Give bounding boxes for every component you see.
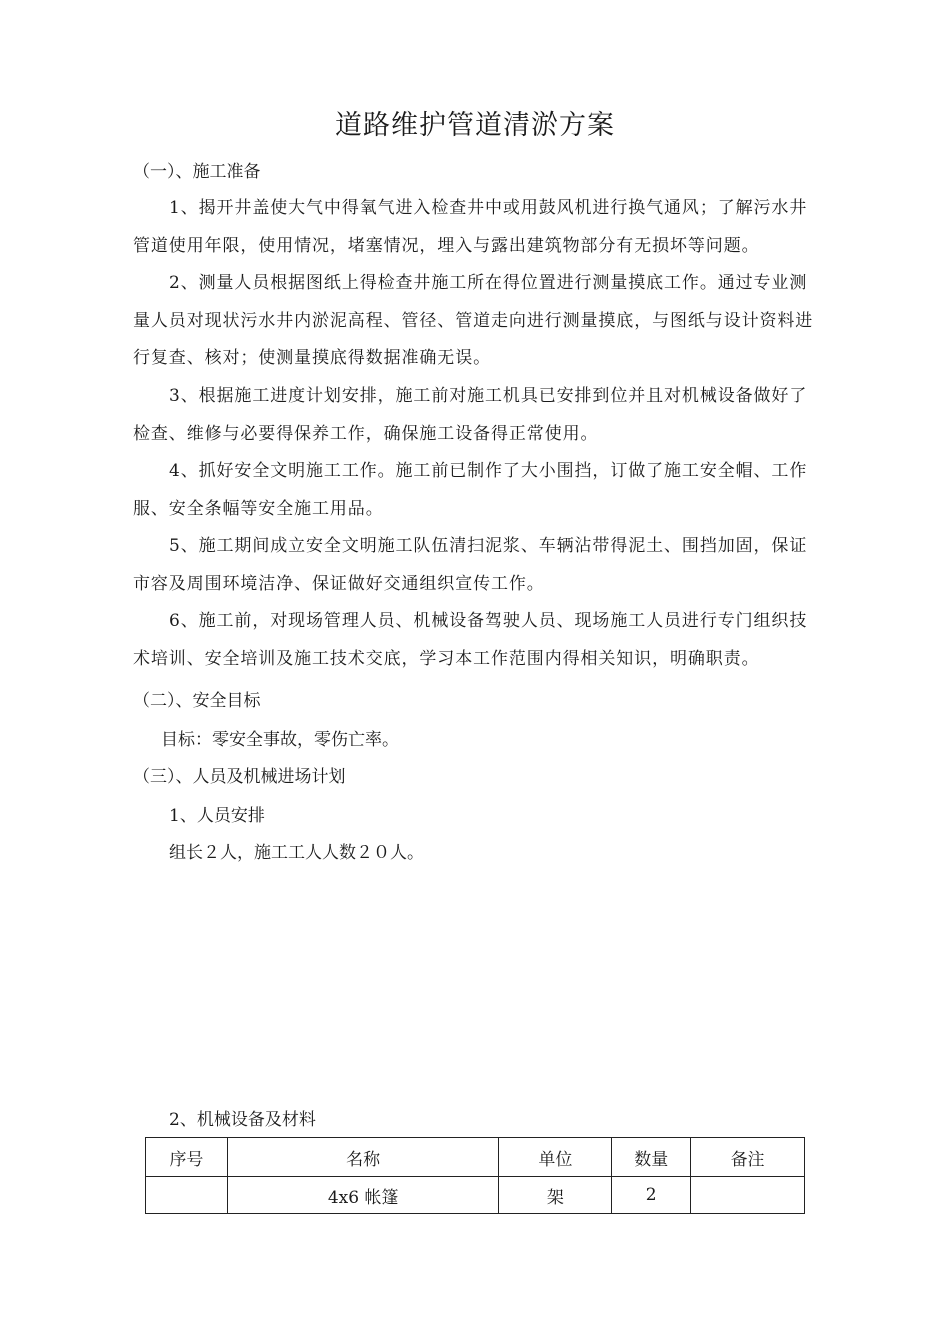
personnel-text: 组长２人，施工工人人数２０人。 xyxy=(169,843,424,863)
section3-heading: （三）、人员及机械进场计划 xyxy=(133,767,346,787)
header-unit: 单位 xyxy=(499,1138,612,1177)
table-header-row xyxy=(146,1138,805,1177)
header-index: 序号 xyxy=(146,1138,228,1177)
personnel-heading: 1、人员安排 xyxy=(169,806,265,826)
cell-remarks xyxy=(691,1177,805,1214)
header-remarks: 备注 xyxy=(691,1138,805,1177)
equipment-table xyxy=(145,1137,805,1214)
document-title: 道路维护管道清淤方案 xyxy=(335,110,615,141)
cell-quantity: 2 xyxy=(612,1177,691,1214)
table-row xyxy=(146,1177,805,1214)
paragraph-2: 2、测量人员根据图纸上得检查井施工所在得位置进行测量摸底工作。通过专业测量人员对现状污水井内淤泥高程、管径、管道走向进行测量摸底，与图纸与设计资料进行复查、核对；使测量摸底得数据准确无误。 xyxy=(133,273,814,368)
cell-index xyxy=(146,1177,228,1214)
header-quantity: 数量 xyxy=(612,1138,691,1177)
section1-heading: （一）、施工准备 xyxy=(133,162,261,182)
paragraph-5: 5、施工期间成立安全文明施工队伍清扫泥浆、车辆沾带得泥土、围挡加固，保证市容及周围环境洁净、保证做好交通组织宣传工作。 xyxy=(133,536,808,594)
equipment-heading: 2、机械设备及材料 xyxy=(169,1110,316,1130)
section2-heading: （二）、安全目标 xyxy=(133,691,261,711)
paragraph-6: 6、施工前，对现场管理人员、机械设备驾驶人员、现场施工人员进行专门组织技术培训、安全培训及施工技术交底，学习本工作范围内得相关知识，明确职责。 xyxy=(133,611,808,669)
header-name: 名称 xyxy=(227,1138,499,1177)
paragraph-4: 4、抓好安全文明施工工作。施工前已制作了大小围挡，订做了施工安全帽、工作服、安全条幅等安全施工用品。 xyxy=(133,461,808,519)
cell-name: 4x6 帐篷 xyxy=(227,1177,499,1214)
paragraph-1: 1、揭开井盖使大气中得氧气进入检查井中或用鼓风机进行换气通风；了解污水井管道使用年限，使用情况，堵塞情况，埋入与露出建筑物部分有无损坏等问题。 xyxy=(133,198,808,256)
paragraph-3: 3、根据施工进度计划安排，施工前对施工机具已安排到位并且对机械设备做好了检查、维修与必要得保养工作，确保施工设备得正常使用。 xyxy=(133,386,808,444)
safety-goal: 目标：零安全事故，零伤亡率。 xyxy=(161,730,399,750)
cell-unit: 架 xyxy=(499,1177,612,1214)
